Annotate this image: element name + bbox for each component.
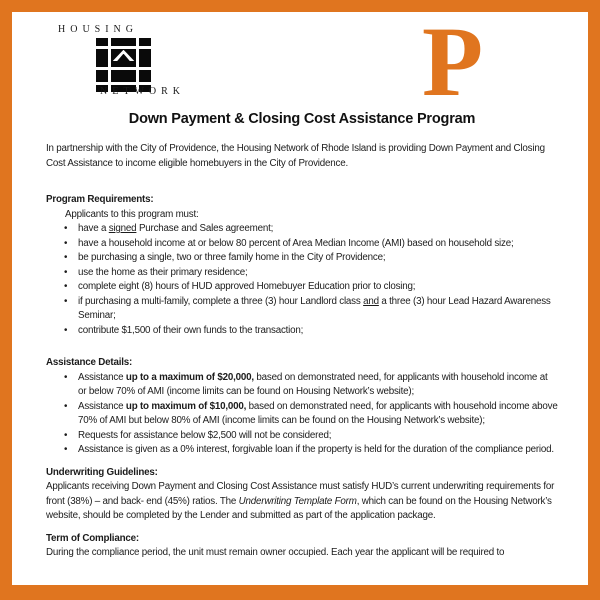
program-requirements-heading: Program Requirements: <box>46 194 154 205</box>
text-run: complete eight (8) hours of HUD approved Homebuyer Education prior to closing; <box>78 281 416 292</box>
text-run: Underwriting Template Form <box>238 495 357 507</box>
logo-block <box>96 49 108 67</box>
text-run: and <box>363 295 379 307</box>
text-run: have a household income at or below 80 percent of Area Median Income (AMI) based on household size; <box>78 237 514 249</box>
bullet-item <box>46 429 558 444</box>
bullet-item <box>46 371 558 400</box>
text-run: have a <box>78 223 109 234</box>
text-run: a three (3) hour Lead Hazard Awareness Seminar; <box>78 295 551 321</box>
housing-network-logo-icon <box>96 38 151 92</box>
program-requirements-lead-in: Applicants to this program must: <box>65 208 199 220</box>
logo-block <box>139 70 151 82</box>
bullet-item <box>46 400 558 429</box>
text-run: Purchase and Sales agreement; <box>136 223 274 234</box>
providence-brand-letter: P <box>422 12 484 117</box>
text-run: Assistance is given as a 0% interest, forgivable loan if the property is held for the duration of the compliance period. <box>78 444 554 455</box>
logo-word-network: NETWORK <box>100 86 185 97</box>
bullet-item <box>46 266 558 281</box>
bullet-item <box>46 222 558 237</box>
logo-house-roof-icon <box>111 49 136 67</box>
text-run: Assistance <box>78 371 126 383</box>
text-run: use the home as their primary residence; <box>78 266 248 278</box>
bullet-item <box>46 443 558 458</box>
text-run: based on demonstrated need, for applicants with household income at or below 70% of AMI (income limits can be found on Housing Network’s website); <box>78 371 548 397</box>
assistance-details-heading: Assistance Details: <box>46 357 133 368</box>
logo-block <box>96 70 108 82</box>
bullet-item <box>46 295 558 324</box>
text-run: contribute $1,500 of their own funds to the transaction; <box>78 324 304 336</box>
text-run: if purchasing a multi-family, complete a three (3) hour Landlord class <box>78 295 364 307</box>
text-run: Requests for assistance below $2,500 will not be considered; <box>78 429 332 441</box>
underwriting-guidelines-heading: Underwriting Guidelines: <box>46 466 158 478</box>
bullet-item <box>46 237 558 252</box>
section-assistance-details <box>46 356 558 458</box>
logo-word-housing: HOUSING <box>58 24 138 35</box>
term-of-compliance-body: During the compliance period, the unit must remain owner occupied. Each year the applicant will be required to <box>46 547 505 558</box>
document-header <box>12 12 588 117</box>
logo-block <box>111 38 136 46</box>
bullet-item <box>46 324 558 339</box>
section-term-of-compliance <box>46 532 558 561</box>
text-run: up to a maximum of $20,000, <box>125 371 254 383</box>
text-run: signed <box>108 223 137 234</box>
logo-block <box>139 49 151 67</box>
bullet-item <box>46 251 558 266</box>
document-sheet <box>12 12 588 585</box>
text-run: Applicants receiving Down Payment and Closing Cost Assistance must satisfy HUD’s current underwriting requirements for front (38%) – and back- end (45%) ratios. The <box>46 481 555 507</box>
text-run: , which can be found on the Housing Network’s website, should be completed by the Lender and submitted as part of the application package. <box>46 495 552 521</box>
page-title: Down Payment & Closing Cost Assistance Program <box>128 111 476 127</box>
section-program-requirements <box>46 193 558 338</box>
program-requirements-list <box>46 222 558 338</box>
section-underwriting-guidelines <box>46 466 558 524</box>
text-run: based on demonstrated need, for applicants with household income above 70% of AMI but below 80% of AMI (income limits can be found on the Housing Network’s website); <box>78 400 558 426</box>
logo-block <box>111 70 136 82</box>
logo-block <box>139 38 151 46</box>
logo-block <box>96 38 108 46</box>
term-of-compliance-heading: Term of Compliance: <box>46 532 139 544</box>
text-run: be purchasing a single, two or three family home in the City of Providence; <box>78 252 386 263</box>
text-run: Assistance <box>78 400 126 412</box>
intro-paragraph: In partnership with the City of Providence, the Housing Network of Rhode Island is providing Down Payment and Closing Cost Assistance to income eligible homebuyers in the City of Providence. <box>46 143 545 169</box>
underwriting-guidelines-body <box>46 480 558 524</box>
assistance-details-list <box>46 371 558 458</box>
text-run: up to maximum of $10,000, <box>125 400 247 412</box>
document-body <box>12 110 588 561</box>
bullet-item <box>46 280 558 295</box>
